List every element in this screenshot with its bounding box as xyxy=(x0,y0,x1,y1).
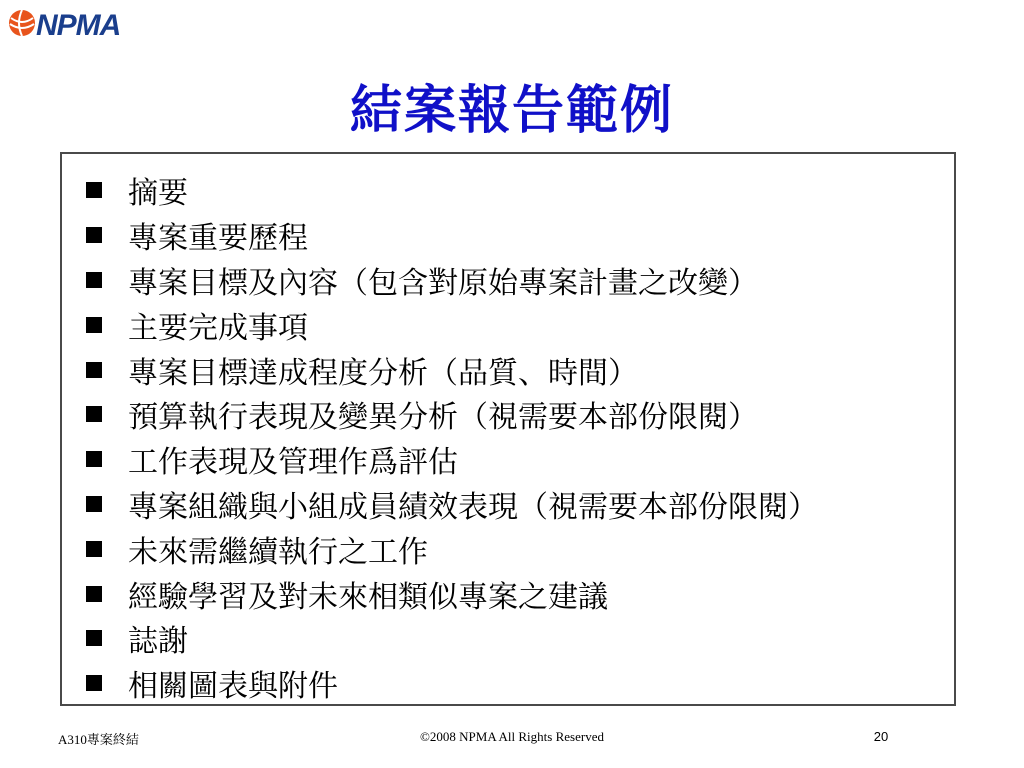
npma-logo-icon xyxy=(6,6,146,42)
page-number: 20 xyxy=(873,729,889,744)
list-item-text: 主要完成事項 xyxy=(128,310,308,346)
list-item xyxy=(86,661,954,706)
square-bullet-icon xyxy=(86,272,102,288)
list-item-text: 相關圖表與附件 xyxy=(128,669,338,705)
square-bullet-icon xyxy=(86,227,102,243)
footer-copyright: ©2008 NPMA All Rights Reserved xyxy=(420,729,604,744)
list-item xyxy=(86,168,954,213)
list-item-text: 誌謝 xyxy=(128,624,188,660)
square-bullet-icon xyxy=(86,541,102,557)
list-item-text: 工作表現及管理作爲評估 xyxy=(128,445,458,481)
list-item xyxy=(86,213,954,258)
list-item xyxy=(86,571,954,616)
list-item-text: 專案組織與小組成員績效表現（視需要本部份限閱） xyxy=(128,489,818,525)
square-bullet-icon xyxy=(86,362,102,378)
square-bullet-icon xyxy=(86,675,102,691)
list-item-text: 未來需繼續執行之工作 xyxy=(128,534,428,570)
list-item xyxy=(86,526,954,571)
list-item-text: 經驗學習及對未來相類似專案之建議 xyxy=(128,579,608,615)
list-item xyxy=(86,347,954,392)
list-item xyxy=(86,258,954,303)
slide-title: 結案報告範例 xyxy=(349,80,674,141)
square-bullet-icon xyxy=(86,630,102,646)
square-bullet-icon xyxy=(86,451,102,467)
list-item-text: 專案目標達成程度分析（品質、時間） xyxy=(128,355,638,391)
list-item xyxy=(86,482,954,527)
list-item xyxy=(86,392,954,437)
svg-text:NPMA: NPMA xyxy=(36,9,121,42)
bullet-list xyxy=(62,154,954,706)
list-item xyxy=(86,302,954,347)
list-item-text: 專案目標及內容（包含對原始專案計畫之改變） xyxy=(128,265,758,301)
square-bullet-icon xyxy=(86,496,102,512)
list-item-text: 摘要 xyxy=(128,176,188,212)
footer-course-code: A310專案終結 xyxy=(58,732,139,747)
list-item xyxy=(86,616,954,661)
square-bullet-icon xyxy=(86,317,102,333)
square-bullet-icon xyxy=(86,586,102,602)
list-item xyxy=(86,437,954,482)
square-bullet-icon xyxy=(86,406,102,422)
list-item-text: 專案重要歷程 xyxy=(128,221,308,257)
content-box xyxy=(60,152,956,706)
list-item-text: 預算執行表現及變異分析（視需要本部份限閱） xyxy=(128,400,758,436)
square-bullet-icon xyxy=(86,182,102,198)
npma-logo xyxy=(6,6,146,42)
